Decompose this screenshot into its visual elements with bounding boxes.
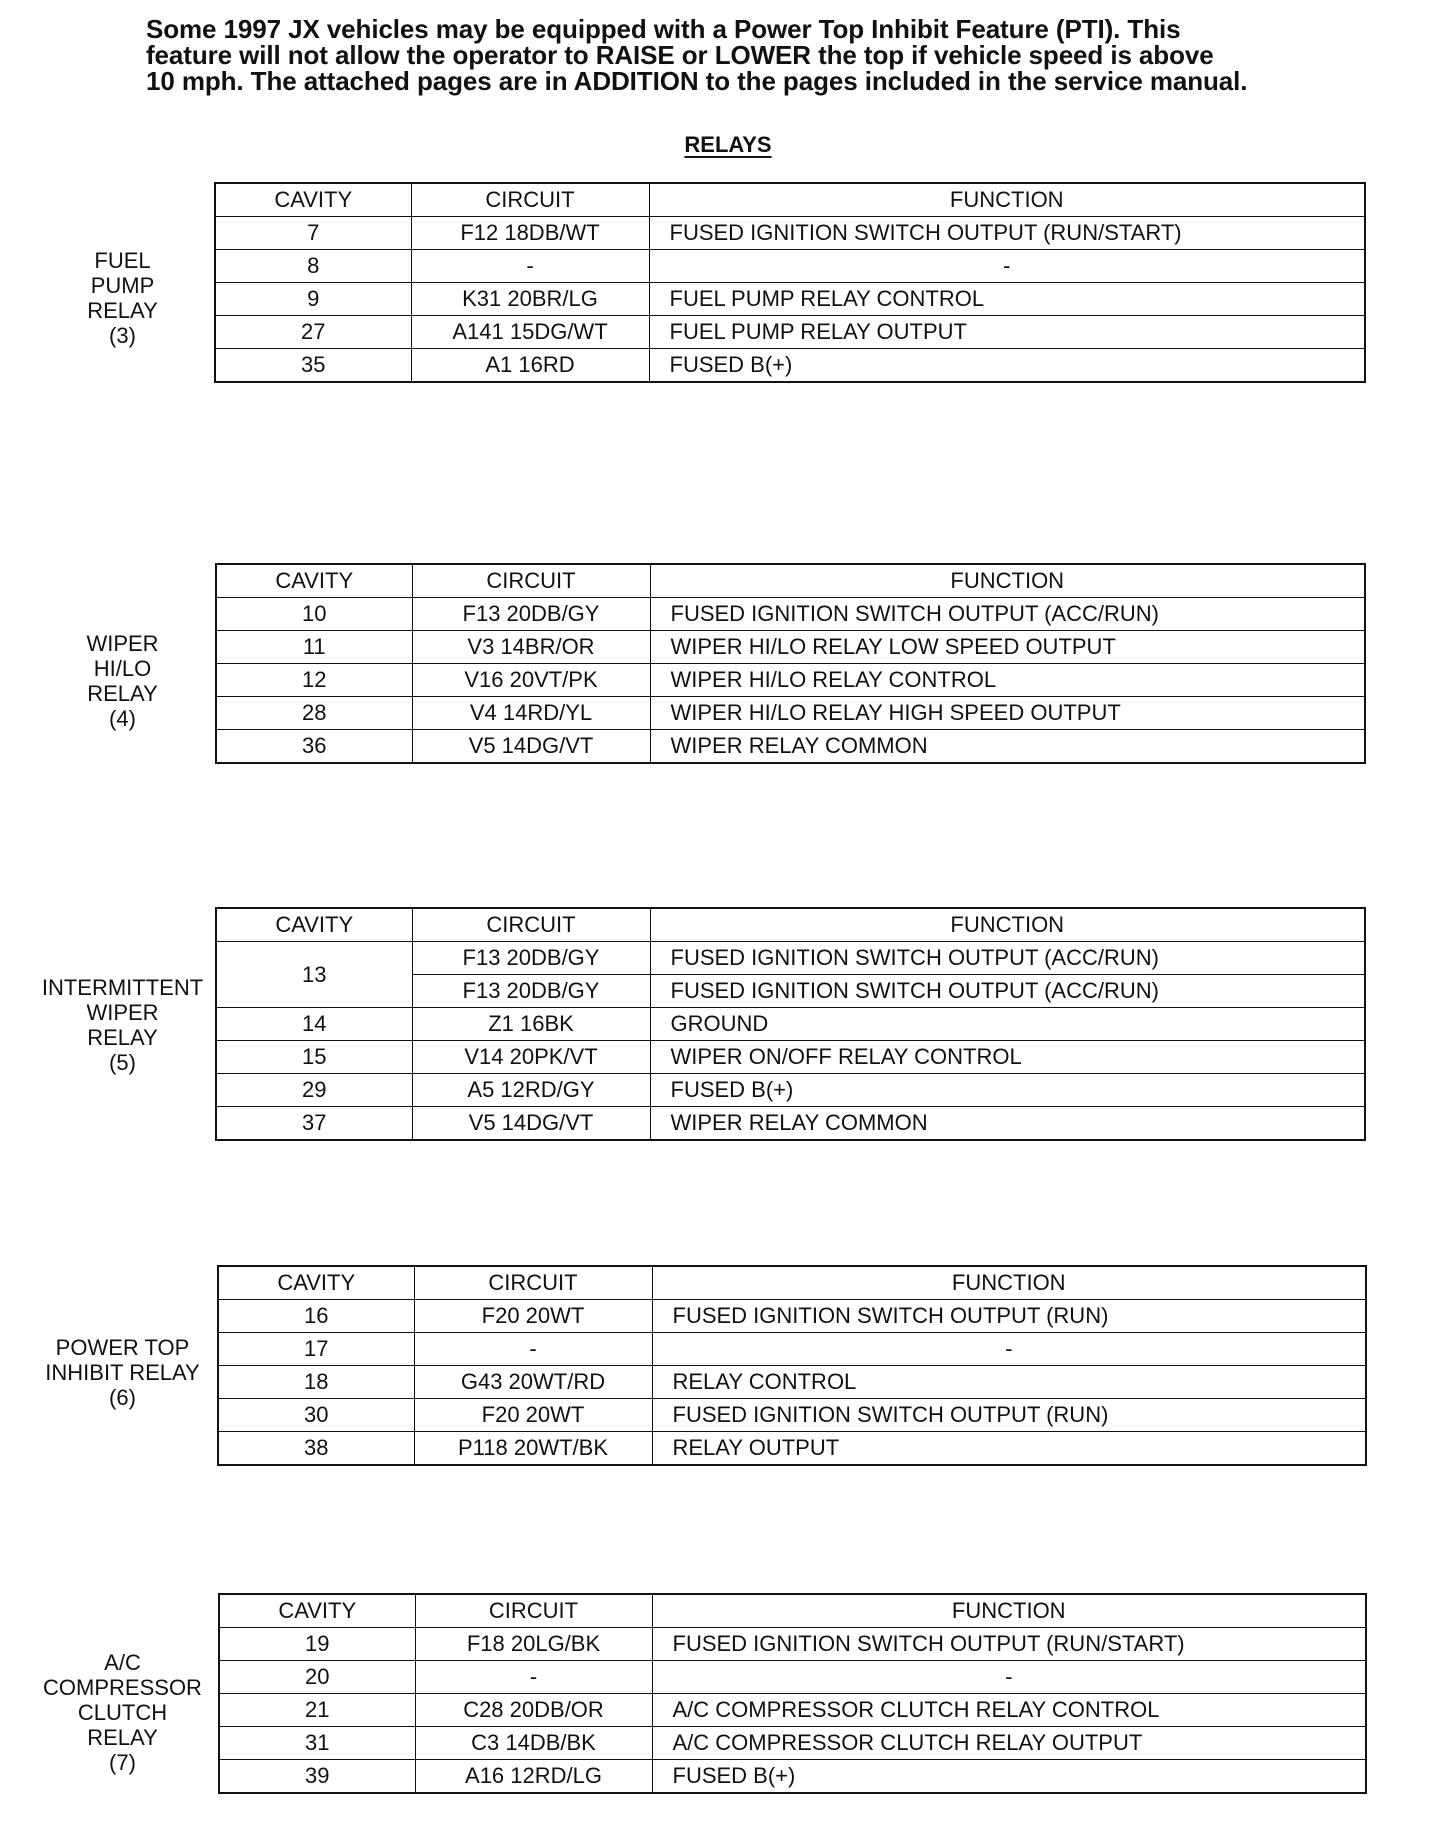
- table-row: [219, 1727, 1366, 1760]
- power-top-inhibit-relay-table: [217, 1265, 1367, 1466]
- cavity-cell: 28: [216, 697, 412, 730]
- label-line: FUEL: [94, 248, 151, 273]
- function-header: FUNCTION: [652, 1594, 1366, 1628]
- circuit-cell: -: [414, 1333, 652, 1366]
- power-top-inhibit-relay-label: [30, 1335, 215, 1410]
- cavity-cell: 7: [215, 217, 411, 250]
- cavity-cell: 35: [215, 349, 411, 383]
- label-line: COMPRESSOR: [43, 1675, 202, 1700]
- function-cell: WIPER RELAY COMMON: [650, 730, 1365, 764]
- label-line: (4): [109, 706, 136, 731]
- circuit-header: CIRCUIT: [412, 908, 650, 942]
- cavity-cell: 30: [218, 1399, 414, 1432]
- header-row: [215, 183, 1365, 217]
- function-cell: -: [649, 250, 1365, 283]
- function-cell: RELAY CONTROL: [652, 1366, 1366, 1399]
- table-row: [215, 283, 1365, 316]
- function-cell: WIPER HI/LO RELAY HIGH SPEED OUTPUT: [650, 697, 1365, 730]
- function-cell: FUSED IGNITION SWITCH OUTPUT (RUN/START): [652, 1628, 1366, 1661]
- cavity-cell: 29: [216, 1074, 412, 1107]
- table-row: [219, 1628, 1366, 1661]
- function-cell: FUSED IGNITION SWITCH OUTPUT (RUN): [652, 1300, 1366, 1333]
- circuit-header: CIRCUIT: [414, 1266, 652, 1300]
- wiper-hi-lo-relay-table: [215, 563, 1366, 764]
- function-cell: FUSED IGNITION SWITCH OUTPUT (ACC/RUN): [650, 598, 1365, 631]
- circuit-cell: F13 20DB/GY: [412, 598, 650, 631]
- table-row: [216, 697, 1365, 730]
- fuel-pump-relay-label: [30, 248, 215, 348]
- circuit-cell: V5 14DG/VT: [412, 730, 650, 764]
- intermittent-wiper-relay-label: [30, 975, 215, 1075]
- function-header: FUNCTION: [650, 564, 1365, 598]
- wiper-hi-lo-relay-label: [30, 631, 215, 731]
- circuit-cell: V3 14BR/OR: [412, 631, 650, 664]
- table-row: [216, 1041, 1365, 1074]
- cavity-cell: 31: [219, 1727, 415, 1760]
- cavity-cell: 20: [219, 1661, 415, 1694]
- cavity-cell: 17: [218, 1333, 414, 1366]
- cavity-cell: 14: [216, 1008, 412, 1041]
- cavity-cell: 37: [216, 1107, 412, 1141]
- cavity-header: CAVITY: [218, 1266, 414, 1300]
- circuit-cell: P118 20WT/BK: [414, 1432, 652, 1466]
- circuit-cell: V4 14RD/YL: [412, 697, 650, 730]
- table-row: [219, 1694, 1366, 1727]
- fuel-pump-relay-table: [214, 182, 1366, 383]
- table-row: [216, 942, 1365, 975]
- circuit-cell: A16 12RD/LG: [415, 1760, 652, 1794]
- label-line: (6): [109, 1385, 136, 1410]
- cavity-cell: 13: [216, 942, 412, 1008]
- header-row: [216, 564, 1365, 598]
- cavity-cell: 15: [216, 1041, 412, 1074]
- function-cell: FUSED B(+): [650, 1074, 1365, 1107]
- cavity-cell: 39: [219, 1760, 415, 1794]
- cavity-cell: 18: [218, 1366, 414, 1399]
- table-row: [215, 217, 1365, 250]
- function-cell: WIPER ON/OFF RELAY CONTROL: [650, 1041, 1365, 1074]
- circuit-cell: F13 20DB/GY: [412, 942, 650, 975]
- function-header: FUNCTION: [650, 908, 1365, 942]
- circuit-cell: F20 20WT: [414, 1300, 652, 1333]
- circuit-cell: C3 14DB/BK: [415, 1727, 652, 1760]
- circuit-cell: A141 15DG/WT: [411, 316, 649, 349]
- table-row: [216, 664, 1365, 697]
- label-line: CLUTCH: [77, 1700, 168, 1725]
- cavity-cell: 36: [216, 730, 412, 764]
- cavity-header: CAVITY: [215, 183, 411, 217]
- cavity-cell: 27: [215, 316, 411, 349]
- section-heading: [0, 132, 1456, 158]
- circuit-cell: A5 12RD/GY: [412, 1074, 650, 1107]
- circuit-cell: C28 20DB/OR: [415, 1694, 652, 1727]
- circuit-cell: V5 14DG/VT: [412, 1107, 650, 1141]
- table-row: [216, 1107, 1365, 1141]
- label-line: WIPER: [86, 631, 159, 656]
- table-row: [216, 598, 1365, 631]
- function-cell: -: [652, 1333, 1366, 1366]
- circuit-cell: -: [411, 250, 649, 283]
- function-cell: WIPER HI/LO RELAY CONTROL: [650, 664, 1365, 697]
- cavity-cell: 16: [218, 1300, 414, 1333]
- intermittent-wiper-relay-table: [215, 907, 1366, 1141]
- cavity-header: CAVITY: [216, 908, 412, 942]
- table-row: [215, 316, 1365, 349]
- function-cell: FUEL PUMP RELAY OUTPUT: [649, 316, 1365, 349]
- function-cell: FUSED IGNITION SWITCH OUTPUT (RUN/START): [649, 217, 1365, 250]
- table-row: [215, 250, 1365, 283]
- circuit-cell: F20 20WT: [414, 1399, 652, 1432]
- label-line: RELAY: [87, 681, 158, 706]
- circuit-cell: F18 20LG/BK: [415, 1628, 652, 1661]
- circuit-cell: Z1 16BK: [412, 1008, 650, 1041]
- intro-line-1: Some 1997 JX vehicles may be equipped with a Power Top Inhibit Feature (PTI). This: [146, 14, 1181, 44]
- table-row: [218, 1399, 1366, 1432]
- table-row: [219, 1661, 1366, 1694]
- cavity-cell: 19: [219, 1628, 415, 1661]
- section-heading-text: RELAYS: [684, 132, 772, 157]
- circuit-cell: A1 16RD: [411, 349, 649, 383]
- label-line: RELAY: [87, 1725, 158, 1750]
- function-cell: FUSED B(+): [649, 349, 1365, 383]
- cavity-header: CAVITY: [219, 1594, 415, 1628]
- function-cell: FUSED B(+): [652, 1760, 1366, 1794]
- circuit-cell: V16 20VT/PK: [412, 664, 650, 697]
- table-row: [215, 349, 1365, 383]
- intro-notice: [146, 16, 1376, 94]
- function-cell: -: [652, 1661, 1366, 1694]
- circuit-cell: K31 20BR/LG: [411, 283, 649, 316]
- circuit-cell: V14 20PK/VT: [412, 1041, 650, 1074]
- intro-line-3: 10 mph. The attached pages are in ADDITION to the pages included in the service manual.: [146, 66, 1248, 96]
- label-line: RELAY: [87, 298, 158, 323]
- circuit-cell: F13 20DB/GY: [412, 975, 650, 1008]
- table-row: [218, 1300, 1366, 1333]
- label-line: RELAY: [87, 1025, 158, 1050]
- label-line: INHIBIT RELAY: [45, 1360, 200, 1385]
- cavity-cell: 12: [216, 664, 412, 697]
- circuit-header: CIRCUIT: [412, 564, 650, 598]
- label-line: PUMP: [90, 273, 155, 298]
- table-row: [218, 1366, 1366, 1399]
- function-cell: GROUND: [650, 1008, 1365, 1041]
- circuit-cell: -: [415, 1661, 652, 1694]
- table-row: [216, 1074, 1365, 1107]
- function-cell: A/C COMPRESSOR CLUTCH RELAY OUTPUT: [652, 1727, 1366, 1760]
- function-cell: FUEL PUMP RELAY CONTROL: [649, 283, 1365, 316]
- circuit-cell: G43 20WT/RD: [414, 1366, 652, 1399]
- table-row: [216, 730, 1365, 764]
- table-row: [219, 1760, 1366, 1794]
- function-cell: A/C COMPRESSOR CLUTCH RELAY CONTROL: [652, 1694, 1366, 1727]
- header-row: [219, 1594, 1366, 1628]
- label-line: (5): [109, 1050, 136, 1075]
- label-line: A/C: [104, 1650, 141, 1675]
- ac-compressor-clutch-relay-table: [218, 1593, 1367, 1794]
- intro-line-2: feature will not allow the operator to RAISE or LOWER the top if vehicle speed is above: [146, 40, 1214, 70]
- function-cell: WIPER RELAY COMMON: [650, 1107, 1365, 1141]
- function-header: FUNCTION: [649, 183, 1365, 217]
- label-line: (3): [109, 323, 136, 348]
- cavity-cell: 8: [215, 250, 411, 283]
- label-line: (7): [109, 1750, 136, 1775]
- function-cell: FUSED IGNITION SWITCH OUTPUT (ACC/RUN): [650, 975, 1365, 1008]
- cavity-cell: 21: [219, 1694, 415, 1727]
- ac-compressor-clutch-relay-label: [30, 1650, 215, 1775]
- label-line: INTERMITTENT: [41, 975, 204, 1000]
- function-cell: WIPER HI/LO RELAY LOW SPEED OUTPUT: [650, 631, 1365, 664]
- cavity-cell: 9: [215, 283, 411, 316]
- table-row: [218, 1333, 1366, 1366]
- header-row: [216, 908, 1365, 942]
- label-line: POWER TOP: [55, 1335, 190, 1360]
- circuit-header: CIRCUIT: [411, 183, 649, 217]
- function-cell: FUSED IGNITION SWITCH OUTPUT (RUN): [652, 1399, 1366, 1432]
- cavity-cell: 38: [218, 1432, 414, 1466]
- circuit-cell: F12 18DB/WT: [411, 217, 649, 250]
- label-line: HI/LO: [93, 656, 152, 681]
- cavity-header: CAVITY: [216, 564, 412, 598]
- function-cell: RELAY OUTPUT: [652, 1432, 1366, 1466]
- header-row: [218, 1266, 1366, 1300]
- function-cell: FUSED IGNITION SWITCH OUTPUT (ACC/RUN): [650, 942, 1365, 975]
- label-line: WIPER: [86, 1000, 159, 1025]
- circuit-header: CIRCUIT: [415, 1594, 652, 1628]
- table-row: [218, 1432, 1366, 1466]
- cavity-cell: 10: [216, 598, 412, 631]
- cavity-cell: 11: [216, 631, 412, 664]
- table-row: [216, 1008, 1365, 1041]
- table-row: [216, 631, 1365, 664]
- function-header: FUNCTION: [652, 1266, 1366, 1300]
